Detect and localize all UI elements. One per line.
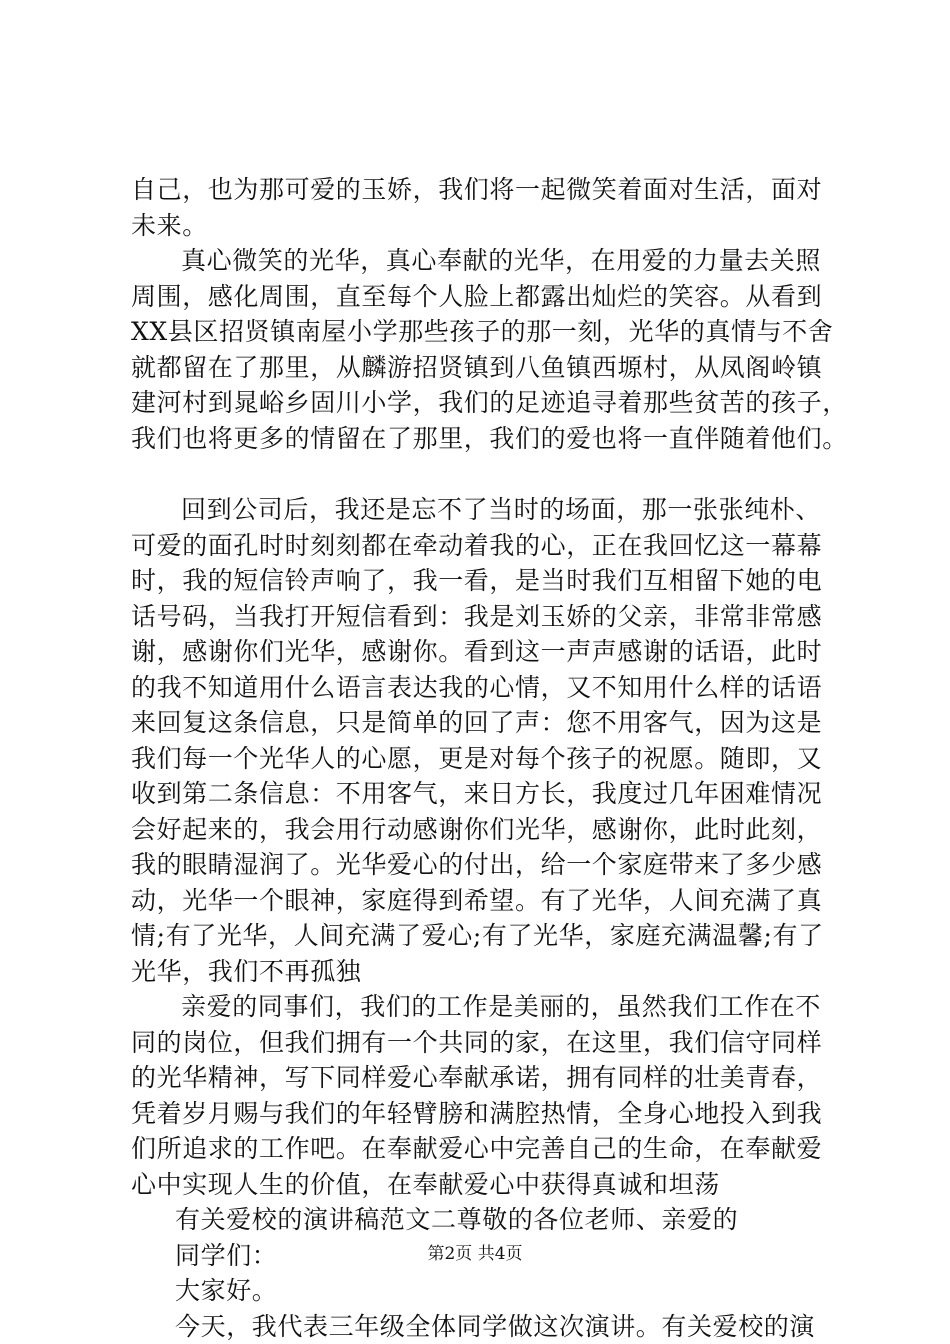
text-line: 收到第二条信息：不用客气，来日方长，我度过几年困难情况 (131, 779, 823, 808)
text-line: 真心微笑的光华，真心奉献的光华，在用爱的力量去关照 (181, 246, 822, 275)
text-line: 亲爱的同事们，我们的工作是美丽的，虽然我们工作在不 (181, 992, 822, 1021)
text-line: 们所追求的工作吧。在奉献爱心中完善自己的生命，在奉献爱 (131, 1134, 823, 1163)
text-line: 情;有了光华，人间充满了爱心;有了光华，家庭充满温馨;有了 (131, 921, 824, 950)
text-line: 建河村到晁峪乡固川小学，我们的足迹追寻着那些贫苦的孩子， (131, 388, 848, 417)
text-line: 同的岗位，但我们拥有一个共同的家，在这里，我们信守同样 (131, 1027, 823, 1057)
paragraph-gap (131, 456, 831, 492)
text-line: 凭着岁月赐与我们的年轻臂膀和满腔热情，全身心地投入到我 (131, 1098, 823, 1128)
text-line: 谢，感谢你们光华，感谢你。看到这一声声感谢的话语，此时 (131, 637, 823, 666)
document-body (131, 172, 848, 1344)
text-line: 的光华精神，写下同样爱心奉献承诺，拥有同样的壮美青春， (131, 1063, 823, 1092)
paragraph-1 (131, 172, 831, 243)
text-line: 同学们： (175, 1240, 278, 1270)
text-line: 今天，我代表三年级全体同学做这次演讲。有关爱校的演 (175, 1311, 816, 1341)
text-line: 有关爱校的演讲稿范文二尊敬的各位老师、亲爱的 (175, 1205, 739, 1234)
text-line: 大家好。 (175, 1276, 278, 1305)
paragraph-3 (131, 492, 831, 989)
text-line: 会好起来的，我会用行动感谢你们光华，感谢你，此时此刻， (131, 814, 823, 844)
text-line: 动，光华一个眼神，家庭得到希望。有了光华，人间充满了真 (131, 885, 823, 915)
text-line: 自己，也为那可爱的玉娇，我们将一起微笑着面对生活，面对 (131, 175, 823, 204)
text-line: XX县区招贤镇南屋小学那些孩子的那一刻，光华的真情与不舍 (131, 317, 834, 346)
paragraph-4 (131, 989, 831, 1202)
text-line: 未来。 (131, 210, 208, 240)
text-line: 就都留在了那里，从麟游招贤镇到八鱼镇西塬村，从凤阁岭镇 (131, 352, 823, 382)
text-line: 话号码，当我打开短信看到：我是刘玉娇的父亲，非常非常感 (131, 601, 823, 631)
text-line: 光华，我们不再孤独 (131, 956, 362, 986)
text-line: 时，我的短信铃声响了，我一看，是当时我们互相留下她的电 (131, 566, 823, 595)
text-line: 我们每一个光华人的心愿，更是对每个孩子的祝愿。随即，又 (131, 743, 823, 773)
text-line: 我的眼睛湿润了。光华爱心的付出，给一个家庭带来了多少感 (131, 850, 823, 879)
page-number: 第2页 共4页 (427, 1244, 523, 1264)
paragraph-2 (131, 243, 848, 456)
text-line: 周围，感化周围，直至每个人脸上都露出灿烂的笑容。从看到 (131, 281, 823, 311)
text-line: 我们也将更多的情留在了那里，我们的爱也将一直伴随着他们。 (131, 423, 848, 453)
paragraph-5 (131, 1202, 831, 1344)
text-line: 来回复这条信息，只是简单的回了声：您不用客气，因为这是 (131, 708, 823, 737)
text-line: 可爱的面孔时时刻刻都在牵动着我的心，正在我回忆这一幕幕 (131, 530, 823, 560)
text-line: 心中实现人生的价值，在奉献爱心中获得真诚和坦荡 (131, 1169, 720, 1199)
text-line: 的我不知道用什么语言表达我的心情，又不知用什么样的话语 (131, 672, 823, 702)
text-line: 回到公司后，我还是忘不了当时的场面，那一张张纯朴、 (181, 495, 822, 524)
